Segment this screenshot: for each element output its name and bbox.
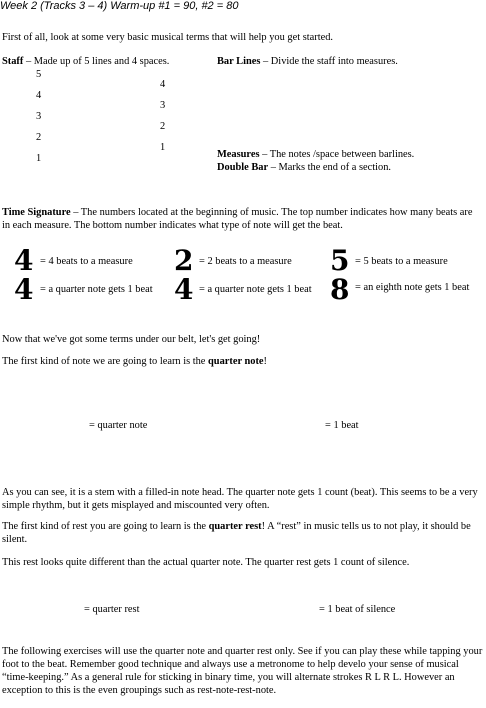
quarter-rest-label: = quarter rest [84,604,140,615]
time-sig-3-top: 5 [330,244,350,277]
time-sig-1-top-text: = 4 beats to a measure [40,256,133,267]
para-terms: Now that we've got some terms under our belt, let's get going! [2,334,261,345]
para-quarter-rest-post: ! A “rest” in music tells us to not play, it should be silent. [2,521,471,545]
time-sig-3-bottom-text: = an eighth note gets 1 beat [355,282,470,293]
para-quarter-note-intro [2,355,267,368]
time-signature-term: Time Signature [2,207,71,218]
time-sig-3-bottom: 8 [330,273,350,306]
measures-desc: – The notes /space between barlines. [259,149,415,160]
intro-text: First of all, look at some very basic musical terms that will help you get started. [2,32,333,43]
para-quarter-note-pre: The first kind of note we are going to learn is the [2,356,209,367]
double-bar-term: Double Bar [217,162,269,173]
staff-desc: – Made up of 5 lines and 4 spaces. [23,56,170,67]
measures-definition [217,148,414,161]
time-signature-desc: – The numbers located at the beginning of music. The top number indicates how many beats are in each measure. The bottom number indicates what type of note will get the beat. [2,207,473,231]
staff-space-number-2: 2 [160,121,166,132]
para-quarter-rest-intro [2,520,482,546]
staff-line-number-1: 1 [36,153,42,164]
barlines-definition [217,55,398,68]
time-sig-1-bottom-text: = a quarter note gets 1 beat [40,284,153,295]
quarter-note-term: quarter note [208,356,264,367]
page-header: Week 2 (Tracks 3 – 4) Warm-up #1 = 90, #2 = 80 [0,0,239,12]
staff-space-number-3: 3 [160,100,166,111]
barlines-desc: – Divide the staff into measures. [260,56,398,67]
staff-space-number-1: 1 [160,142,166,153]
barlines-term: Bar Lines [217,56,261,67]
measures-term: Measures [217,149,260,160]
double-bar-desc: – Marks the end of a section. [268,162,392,173]
staff-line-number-2: 2 [36,132,42,143]
para-quarter-rest-desc: This rest looks quite different than the actual quarter note. The quarter rest gets 1 count of silence. [2,557,410,568]
time-signature-definition [2,206,482,232]
para-quarter-note-desc: As you can see, it is a stem with a filled-in note head. The quarter note gets 1 count (beat). This seems to be a very simple rhythm, but it gets misplayed and miscounted very often. [2,487,478,511]
quarter-rest-term: quarter rest [208,521,262,532]
staff-definition [2,55,169,68]
time-sig-2-bottom-text: = a quarter note gets 1 beat [199,284,312,295]
time-sig-2-top: 2 [174,244,194,277]
para-quarter-note-post: ! [263,356,268,367]
quarter-note-beat-label: = 1 beat [325,420,359,431]
time-sig-1-bottom: 4 [14,273,34,306]
time-sig-2-bottom: 4 [174,273,194,306]
para-exercise-instructions: The following exercises will use the quarter note and quarter rest only. See if you can play these while tapping your foot to the beat. Remember good technique and always use a metronome to help develo your sense of musical “time-keeping.” As a general rule for sticking in binary time, you will alternate strokes R L R L. However an exception to this is the even groupings such as rest-note-rest-note. [2,646,483,696]
time-sig-1-top: 4 [14,244,34,277]
time-sig-2-top-text: = 2 beats to a measure [199,256,292,267]
staff-line-number-3: 3 [36,111,42,122]
staff-line-number-4: 4 [36,90,42,101]
staff-line-number-5: 5 [36,69,42,80]
staff-space-number-4: 4 [160,79,166,90]
double-bar-definition [217,161,391,174]
time-sig-3-top-text: = 5 beats to a measure [355,256,448,267]
para-quarter-rest-pre: The first kind of rest you are going to learn is the [2,521,209,532]
quarter-rest-beat-label: = 1 beat of silence [319,604,396,615]
staff-term: Staff [2,56,24,67]
quarter-note-label: = quarter note [89,420,148,431]
